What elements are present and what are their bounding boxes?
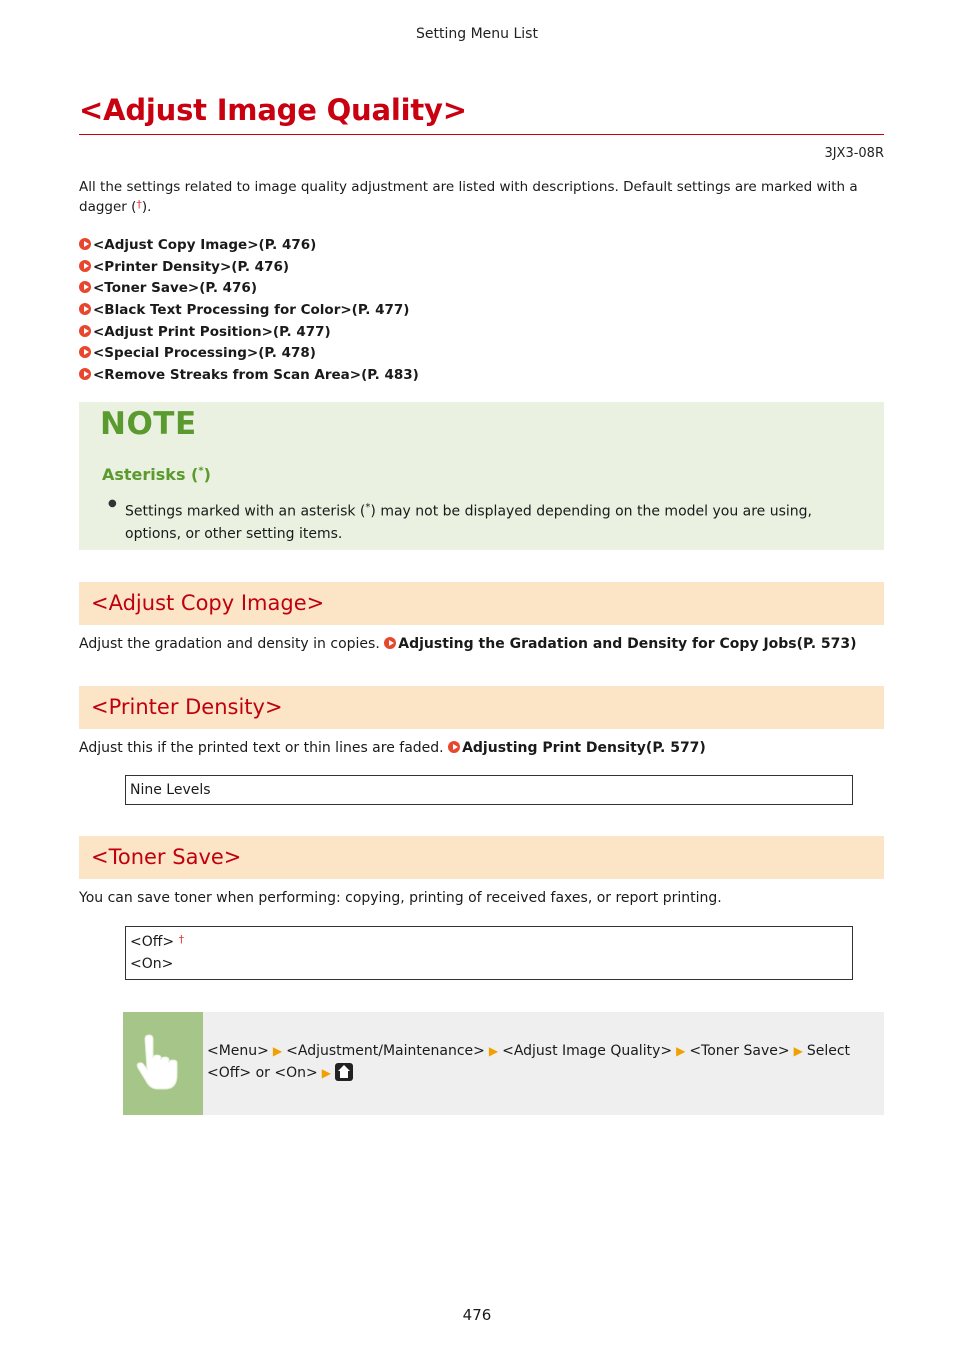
settings-value-table	[125, 926, 853, 980]
link-printer-density[interactable]	[79, 258, 419, 280]
bullet-icon: ●	[108, 498, 117, 509]
link-label: Adjusting the Gradation and Density for Copy Jobs(P. 573)	[398, 636, 857, 652]
description-text: Adjust this if the printed text or thin lines are faded.	[79, 740, 444, 756]
procedure-steps	[207, 1040, 887, 1084]
section-description	[79, 636, 857, 652]
step-toner-save: <Toner Save>	[689, 1043, 790, 1059]
arrow-circle-icon	[79, 325, 91, 337]
setting-value-on: <On>	[130, 956, 174, 972]
link-label: <Adjust Print Position>(P. 477)	[93, 323, 331, 340]
arrow-right-icon: ▶	[676, 1044, 686, 1058]
intro-paragraph	[79, 179, 879, 216]
arrow-circle-icon	[448, 741, 460, 753]
arrow-right-icon: ▶	[272, 1044, 283, 1058]
asterisk-mark: *	[198, 465, 204, 477]
setting-value: Nine Levels	[130, 782, 211, 798]
settings-value-table	[125, 775, 853, 805]
page-title: <Adjust Image Quality>	[79, 93, 467, 127]
arrow-circle-icon	[384, 637, 396, 649]
arrow-circle-icon	[79, 368, 91, 380]
link-label: <Special Processing>(P. 478)	[93, 345, 316, 362]
section-title: <Printer Density>	[91, 695, 283, 719]
arrow-circle-icon	[79, 260, 91, 272]
note-text-start: Settings marked with an asterisk (	[125, 503, 366, 520]
arrow-circle-icon	[79, 346, 91, 358]
asterisk-mark: *	[365, 502, 371, 513]
value-label: <Off>	[130, 934, 175, 950]
step-adjust-image-quality: <Adjust Image Quality>	[502, 1043, 673, 1059]
note-subheading-end: )	[203, 465, 211, 484]
note-heading: NOTE	[100, 406, 197, 442]
link-adjust-copy-image[interactable]	[79, 236, 419, 258]
link-copy-gradation[interactable]	[384, 636, 856, 652]
step-menu: <Menu>	[207, 1043, 269, 1059]
link-label: <Remove Streaks from Scan Area>(P. 483)	[93, 367, 419, 384]
step-adjustment-maintenance: <Adjustment/Maintenance>	[286, 1043, 485, 1059]
section-title: <Toner Save>	[91, 845, 242, 869]
link-black-text-processing[interactable]	[79, 301, 419, 323]
arrow-right-icon: ▶	[488, 1044, 499, 1058]
note-text-end: ) may not be displayed depending on the model you are using, options, or other setting items.	[125, 503, 813, 542]
link-remove-streaks[interactable]	[79, 366, 419, 388]
intro-text-end: ).	[141, 199, 152, 215]
title-divider	[79, 134, 884, 135]
link-toner-save[interactable]	[79, 279, 419, 301]
page-number: 476	[462, 1306, 492, 1324]
dagger-icon: †	[178, 933, 185, 946]
procedure-icon-panel	[123, 1012, 203, 1115]
link-label: <Printer Density>(P. 476)	[93, 258, 290, 275]
section-header-adjust-copy-image	[79, 582, 884, 625]
link-label: <Adjust Copy Image>(P. 476)	[93, 237, 317, 253]
dagger-icon: †	[136, 198, 142, 211]
note-subheading-text: Asterisks (	[102, 465, 199, 484]
link-label: <Black Text Processing for Color>(P. 477)	[93, 302, 410, 319]
arrow-circle-icon	[79, 238, 91, 250]
arrow-circle-icon	[79, 303, 91, 315]
note-text	[125, 497, 870, 545]
section-link-list	[79, 236, 419, 388]
description-text: Adjust the gradation and density in copies.	[79, 636, 380, 652]
note-subheading	[102, 465, 211, 484]
arrow-right-icon: ▶	[321, 1066, 331, 1080]
link-adjust-print-position[interactable]	[79, 323, 419, 345]
section-header-printer-density	[79, 686, 884, 729]
arrow-right-icon: ▶	[793, 1044, 803, 1058]
setting-value-off	[126, 928, 852, 952]
home-icon	[335, 1063, 353, 1081]
arrow-circle-icon	[79, 281, 91, 293]
hand-pointer-icon	[123, 1012, 203, 1115]
link-label: Adjusting Print Density(P. 577)	[462, 740, 706, 756]
section-description: You can save toner when performing: copying, printing of received faxes, or report printing.	[79, 890, 722, 906]
step-select-value: Select <Off> or <On>	[207, 1043, 851, 1081]
section-title: <Adjust Copy Image>	[91, 591, 325, 615]
document-code: 3JX3-08R	[824, 146, 884, 161]
intro-text: All the settings related to image quality adjustment are listed with descriptions. Default settings are marked with a dagger (	[79, 179, 858, 215]
link-special-processing[interactable]	[79, 344, 419, 366]
link-print-density[interactable]	[448, 740, 706, 756]
link-label: <Toner Save>(P. 476)	[93, 280, 257, 297]
running-header: Setting Menu List	[416, 26, 538, 42]
section-description	[79, 740, 706, 756]
section-header-toner-save	[79, 836, 884, 879]
